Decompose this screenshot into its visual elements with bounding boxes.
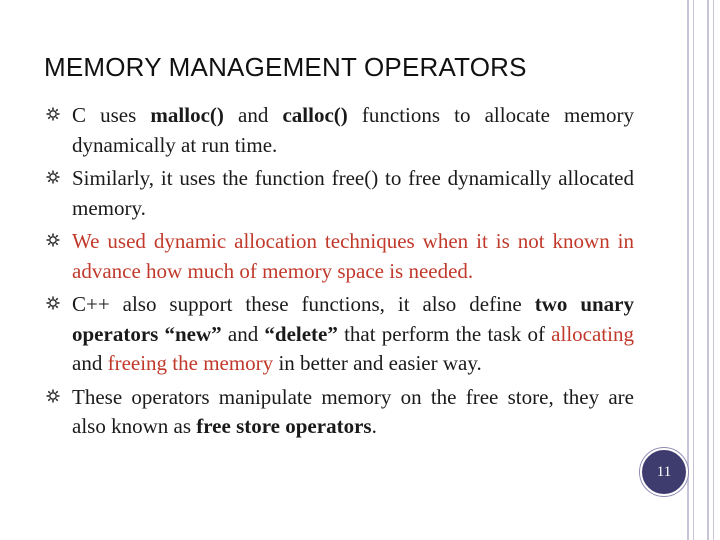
decorative-rule <box>707 0 709 540</box>
bullet-bold-text: calloc() <box>282 103 348 127</box>
page-number-badge: 11 <box>640 448 688 496</box>
slide-title: MEMORY MANAGEMENT OPERATORS <box>44 52 527 82</box>
bullet-item <box>46 290 634 379</box>
bullet-text: functions to allocate memory dynamically at run time. <box>72 103 634 157</box>
bullet-bold-text: “delete” <box>264 321 338 346</box>
bullet-text: and <box>223 103 283 127</box>
bullet-text: We used dynamic allocation techniques when it is not known in advance how much of memory space is needed. <box>72 229 634 283</box>
sun-gear-bullet-icon <box>46 233 60 247</box>
bullet-text: in better and easier way. <box>273 351 482 375</box>
sun-gear-bullet-icon <box>46 296 60 310</box>
bullet-item <box>46 164 634 223</box>
sun-gear-bullet-icon <box>46 107 60 121</box>
bullet-item <box>46 227 634 286</box>
sun-gear-bullet-icon <box>46 389 60 403</box>
bullet-highlight-text: freeing the memory <box>107 351 274 375</box>
bullet-item <box>46 101 634 160</box>
bullet-bold-text: malloc() <box>150 103 224 127</box>
bullet-list <box>46 101 634 446</box>
bullet-item <box>46 383 634 442</box>
bullet-text: These operators manipulate memory on the free store, they are also known as <box>72 384 634 438</box>
decorative-rule <box>687 0 689 540</box>
bullet-text: that perform the task of <box>337 321 552 346</box>
bullet-text: C uses <box>72 103 151 127</box>
bullet-bold-text: two unary operators “new” <box>72 292 634 346</box>
decorative-rule <box>713 0 714 540</box>
bullet-text: and <box>72 351 108 375</box>
bullet-text: Similarly, it uses the function free() to free dynamically allocated memory. <box>72 166 634 220</box>
bullet-text: . <box>371 414 377 438</box>
bullet-text: and <box>221 321 265 346</box>
bullet-bold-text: free store operators <box>196 414 372 438</box>
decorative-rule <box>693 0 694 540</box>
bullet-highlight-text: allocating <box>551 321 634 346</box>
sun-gear-bullet-icon <box>46 170 60 184</box>
bullet-text: C++ also support these functions, it also define <box>72 292 535 316</box>
